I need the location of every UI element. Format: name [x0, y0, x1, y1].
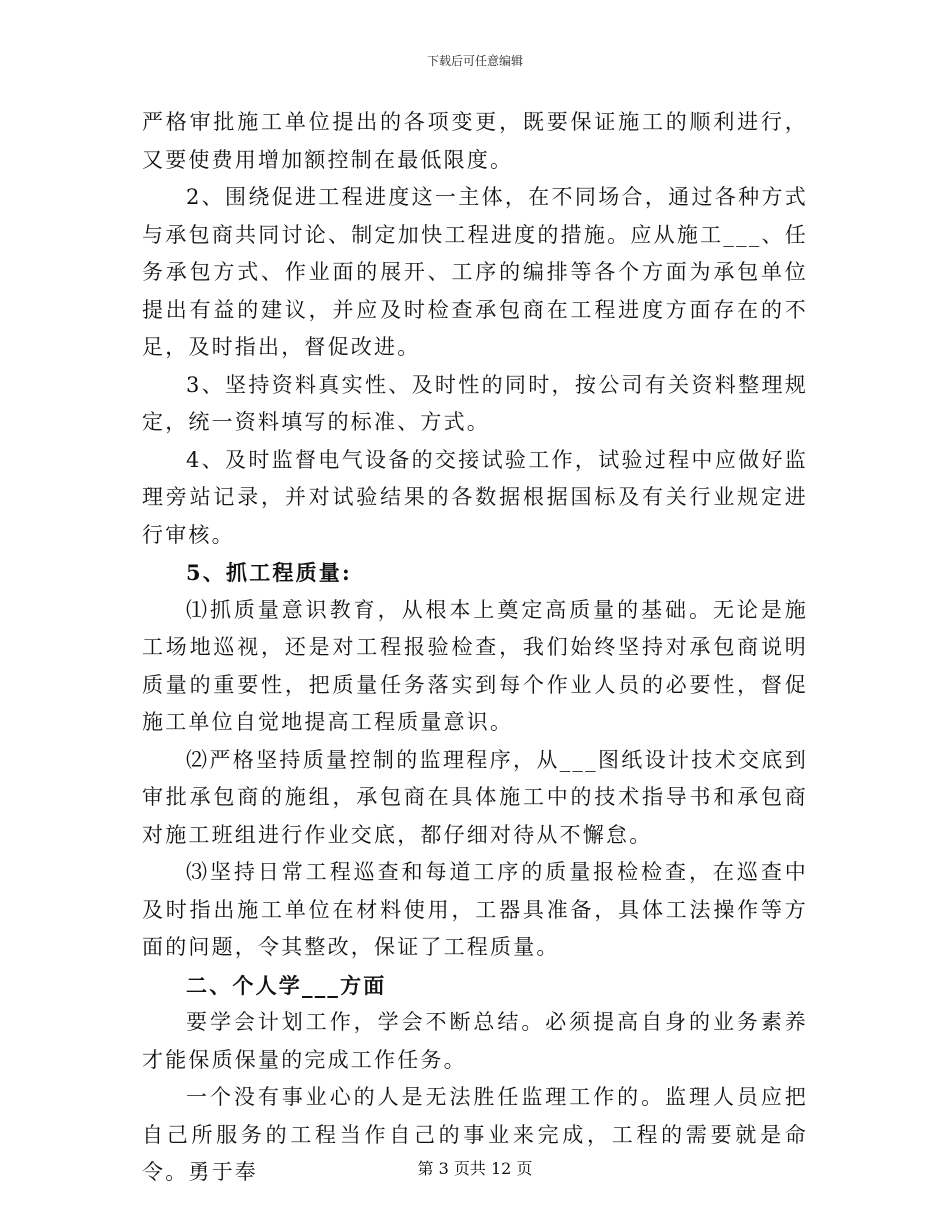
paragraph-study-2: 一个没有事业心的人是无法胜任监理工作的。监理人员应把自己所服务的工程当作自己的事业来完成，工程的需要就是命令。勇于奉	[142, 1085, 808, 1184]
document-body	[142, 104, 808, 1192]
section-heading-quality: 5、抓工程质量:	[186, 560, 352, 585]
paragraph-2: 2、围绕促进工程进度这一主体，在不同场合，通过各种方式与承包商共同讨论、制定加快工程进度的措施。应从施工___、任务承包方式、作业面的展开、工序的编排等各个方面为承包单位提出有益的建议，并应及时检查承包商在工程进度方面存在的不足，及时指出，督促改进。	[142, 185, 808, 359]
page-number-footer: 第 3 页共 12 页	[417, 1159, 533, 1178]
paragraph-4: 4、及时监督电气设备的交接试验工作，试验过程中应做好监理旁站记录，并对试验结果的各数据根据国标及有关行业规定进行审核。	[142, 447, 808, 547]
paragraph-3: 3、坚持资料真实性、及时性的同时，按公司有关资料整理规定，统一资料填写的标准、方式。	[142, 372, 808, 434]
paragraph-quality-1: ⑴抓质量意识教育，从根本上奠定高质量的基础。无论是施工场地巡视，还是对工程报验检查，我们始终坚持对承包商说明质量的重要性，把质量任务落实到每个作业人员的必要性，督促施工单位自觉地提高工程质量意识。	[142, 597, 808, 734]
paragraph-1: 严格审批施工单位提出的各项变更，既要保证施工的顺利进行，又要使费用增加额控制在最低限度。	[142, 110, 808, 172]
paragraph-study-1: 要学会计划工作，学会不断总结。必须提高自身的业务素养才能保质保量的完成工作任务。	[142, 1010, 808, 1072]
page-header: 下载后可任意编辑	[426, 54, 523, 68]
paragraph-quality-2: ⑵严格坚持质量控制的监理程序，从___图纸设计技术交底到审批承包商的施组，承包商在具体施工中的技术指导书和承包商对施工班组进行作业交底，都仔细对待从不懈怠。	[142, 747, 808, 847]
paragraph-quality-3: ⑶坚持日常工程巡查和每道工序的质量报检检查，在巡查中及时指出施工单位在材料使用，工器具准备，具体工法操作等方面的问题，令其整改，保证了工程质量。	[142, 860, 808, 959]
section-heading-personal-study: 二、个人学___方面	[186, 972, 387, 998]
